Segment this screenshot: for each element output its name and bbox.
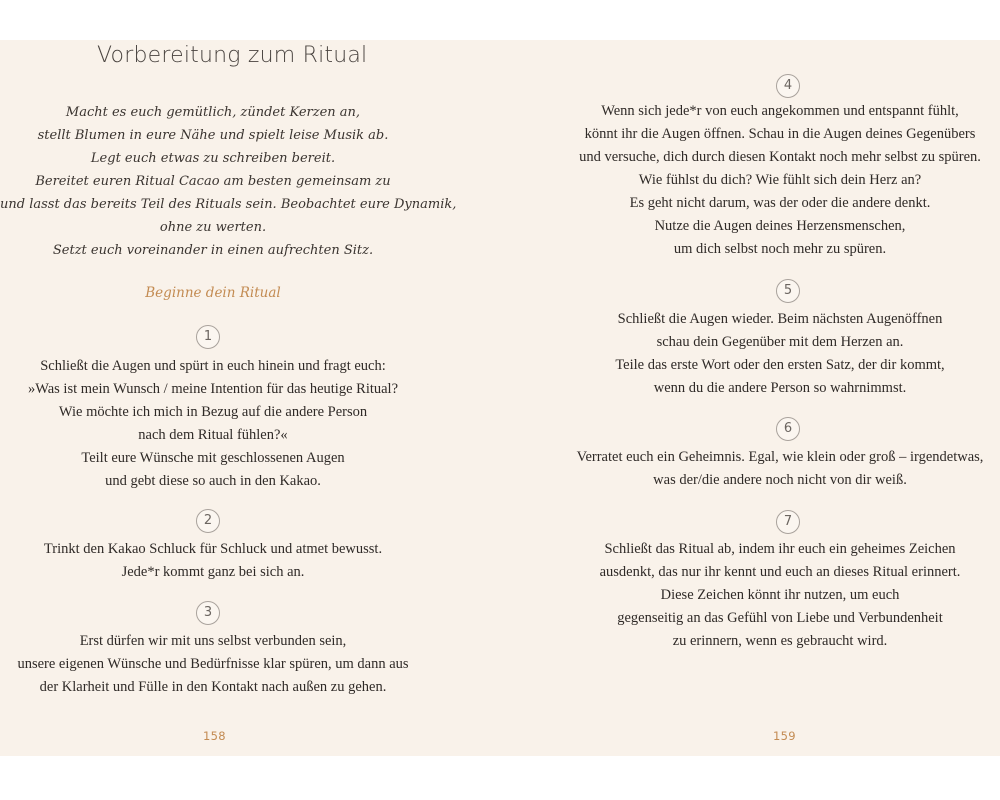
step-line: »Was ist mein Wunsch / meine Intention für das heutige Ritual?	[27, 381, 399, 397]
step-number-badge: 6	[776, 417, 800, 441]
step-line: Wie fühlst du dich? Wie fühlt sich dein Herz an?	[638, 172, 922, 188]
step-line: Wie möchte ich mich in Bezug auf die andere Person	[58, 404, 368, 420]
intro-line: Legt euch etwas zu schreiben bereit.	[90, 151, 336, 166]
intro-line: und lasst das bereits Teil des Rituals sein. Beobachtet eure Dynamik,	[0, 197, 457, 212]
step-line: Trinkt den Kakao Schluck für Schluck und atmet bewusst.	[43, 541, 383, 557]
step-1-text	[0, 355, 426, 493]
step-line: Schließt das Ritual ab, indem ihr euch ein geheimes Zeichen	[604, 541, 956, 557]
step-6-text	[560, 446, 1000, 492]
step-line: wenn du die andere Person so wahrnimmst.	[653, 380, 907, 396]
step-line: nach dem Ritual fühlen?«	[138, 427, 288, 443]
step-line: um dich selbst noch mehr zu spüren.	[673, 241, 887, 257]
step-line: der Klarheit und Fülle in den Kontakt nach außen zu gehen.	[39, 679, 387, 695]
step-number-badge: 2	[196, 509, 220, 533]
page-title: Vorbereitung zum Ritual	[97, 43, 368, 68]
step-number-badge: 5	[776, 279, 800, 303]
step-line: Erst dürfen wir mit uns selbst verbunden sein,	[79, 633, 347, 649]
step-line: unsere eigenen Wünsche und Bedürfnisse klar spüren, um dann aus	[17, 656, 409, 672]
step-line: Es geht nicht darum, was der oder die andere denkt.	[629, 195, 931, 211]
step-line: ausdenkt, das nur ihr kennt und euch an dieses Ritual erinnert.	[599, 564, 961, 580]
step-line: Nutze die Augen deines Herzensmenschen,	[654, 218, 906, 234]
intro-line: Bereitet euren Ritual Cacao am besten gemeinsam zu	[35, 174, 391, 189]
step-line: Teilt eure Wünsche mit geschlossenen Augen	[81, 450, 345, 466]
step-line: Wenn sich jede*r von euch angekommen und entspannt fühlt,	[601, 103, 959, 119]
intro-line: ohne zu werten.	[159, 220, 267, 235]
page-number: 159	[773, 729, 796, 743]
step-line: Verratet euch ein Geheimnis. Egal, wie klein oder groß – irgendetwas,	[576, 449, 984, 465]
step-line: Jede*r kommt ganz bei sich an.	[121, 564, 305, 580]
step-line: was der/die andere noch nicht von dir weiß.	[653, 472, 907, 488]
step-line: gegenseitig an das Gefühl von Liebe und Verbundenheit	[617, 610, 943, 626]
step-3-text	[0, 630, 426, 699]
step-5-text	[560, 308, 1000, 400]
section-subheading: Beginne dein Ritual	[145, 285, 281, 301]
step-number-badge: 7	[776, 510, 800, 534]
book-spread	[0, 40, 1000, 756]
step-line: Teile das erste Wort oder den ersten Satz, der dir kommt,	[615, 357, 945, 373]
step-line: und versuche, dich durch diesen Kontakt noch mehr selbst zu spüren.	[579, 149, 981, 165]
step-line: Diese Zeichen könnt ihr nutzen, um euch	[660, 587, 900, 603]
page-number: 158	[203, 729, 226, 743]
intro-line: stellt Blumen in eure Nähe und spielt leise Musik ab.	[37, 128, 389, 143]
step-line: und gebt diese so auch in den Kakao.	[105, 473, 321, 489]
intro-paragraph	[0, 101, 457, 262]
step-line: Schließt die Augen und spürt in euch hinein und fragt euch:	[40, 358, 386, 374]
step-number-badge: 1	[196, 325, 220, 349]
step-line: schau dein Gegenüber mit dem Herzen an.	[656, 334, 904, 350]
intro-line: Setzt euch voreinander in einen aufrechten Sitz.	[52, 243, 374, 258]
left-page	[0, 40, 457, 756]
step-7-text	[560, 538, 1000, 653]
right-page	[560, 40, 1000, 756]
step-line: Schließt die Augen wieder. Beim nächsten Augenöffnen	[617, 311, 943, 327]
intro-line: Macht es euch gemütlich, zündet Kerzen an,	[65, 105, 361, 120]
step-line: zu erinnern, wenn es gebraucht wird.	[672, 633, 888, 649]
step-2-text	[0, 538, 426, 584]
step-line: könnt ihr die Augen öffnen. Schau in die Augen deines Gegenübers	[584, 126, 976, 142]
step-number-badge: 3	[196, 601, 220, 625]
step-number-badge: 4	[776, 74, 800, 98]
step-4-text	[560, 100, 1000, 261]
